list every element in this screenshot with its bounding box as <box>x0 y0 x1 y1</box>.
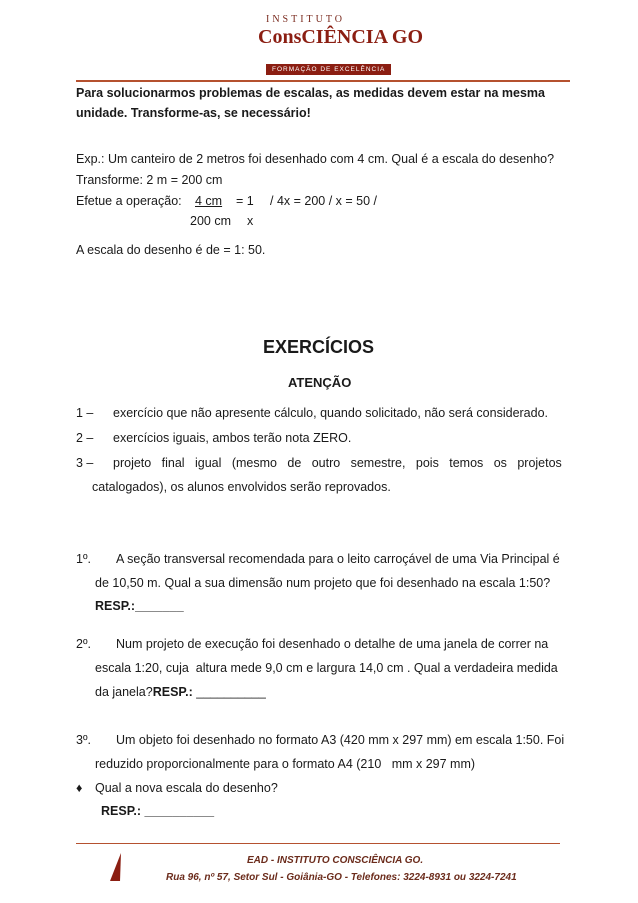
rule-3-number: 3 – <box>76 456 94 470</box>
example-operation-den2: x <box>247 214 254 228</box>
example-operation-rest: / 4x = 200 / x = 50 / <box>270 194 378 208</box>
question-2-response-blank: __________ <box>192 685 266 699</box>
footer-line-2: Rua 96, nº 57, Setor Sul - Goiânia-GO - Telefones: 3224-8931 ou 3224-7241 <box>166 872 517 883</box>
footer-rule <box>76 843 560 844</box>
logo-sub-text: FORMAÇÃO DE EXCELÊNCIA <box>266 64 391 75</box>
example-result: A escala do desenho é de = 1: 50. <box>76 243 266 257</box>
rule-3-continuation: catalogados), os alunos envolvidos serão reprovados. <box>92 480 391 494</box>
example-line-1: Exp.: Um canteiro de 2 metros foi desenhado com 4 cm. Qual é a escala do desenho? <box>76 152 555 166</box>
diamond-bullet-icon: ♦ <box>76 781 83 795</box>
question-2-line-3 <box>95 685 266 699</box>
rule-2-text: exercícios iguais, ambos terão nota ZERO. <box>113 431 352 445</box>
question-3-line-1: Um objeto foi desenhado no formato A3 (420 mm x 297 mm) em escala 1:50. Foi <box>116 733 565 747</box>
rule-2-number: 2 – <box>76 431 94 445</box>
rule-1-number: 1 – <box>76 406 94 420</box>
header-rule <box>76 80 570 82</box>
example-operation-num1: 4 cm <box>195 194 223 208</box>
rule-1-text: exercício que não apresente cálculo, quando solicitado, não será considerado. <box>113 406 549 420</box>
intro-line-1: Para solucionarmos problemas de escalas, as medidas devem estar na mesma <box>76 86 545 100</box>
question-1-number: 1º. <box>76 552 91 566</box>
footer-logo-mark-icon <box>110 853 126 881</box>
question-2-line-2: escala 1:20, cuja altura mede 9,0 cm e largura 14,0 cm . Qual a verdadeira medida <box>95 661 558 675</box>
question-2-number: 2º. <box>76 637 91 651</box>
question-3-bullet-text: Qual a nova escala do desenho? <box>95 781 278 795</box>
rule-3-text: projeto final igual (mesmo de outro semestre, pois temos os projetos <box>113 456 562 470</box>
exercises-subtitle: ATENÇÃO <box>288 375 352 390</box>
example-operation-prefix: Efetue a operação: <box>76 194 182 208</box>
question-1-response: RESP.:_______ <box>95 599 184 613</box>
question-3-line-2: reduzido proporcionalmente para o formato A4 (210 mm x 297 mm) <box>95 757 476 771</box>
example-line-2: Transforme: 2 m = 200 cm <box>76 173 223 187</box>
logo-main-text: ConsCIÊNCIA GO <box>258 26 424 48</box>
question-2-line-1: Num projeto de execução foi desenhado o detalhe de uma janela de correr na <box>116 637 549 651</box>
question-1-line-2: de 10,50 m. Qual a sua dimensão num projeto que foi desenhado na escala 1:50? <box>95 576 551 590</box>
question-2-response-label: RESP.: <box>152 685 193 699</box>
example-operation-den1: 200 cm <box>190 214 231 228</box>
logo-top-text: INSTITUTO <box>266 14 346 25</box>
question-3-response: RESP.: __________ <box>101 804 215 818</box>
intro-line-2: unidade. Transforme-as, se necessário! <box>76 106 311 120</box>
question-2-line-3-text: da janela? <box>95 685 153 699</box>
question-3-number: 3º. <box>76 733 91 747</box>
question-1-line-1: A seção transversal recomendada para o leito carroçável de uma Via Principal é <box>116 552 560 566</box>
exercises-title: EXERCÍCIOS <box>263 337 375 357</box>
example-operation-eq: = 1 <box>236 194 254 208</box>
footer-line-1: EAD - INSTITUTO CONSCIÊNCIA GO. <box>247 855 424 866</box>
